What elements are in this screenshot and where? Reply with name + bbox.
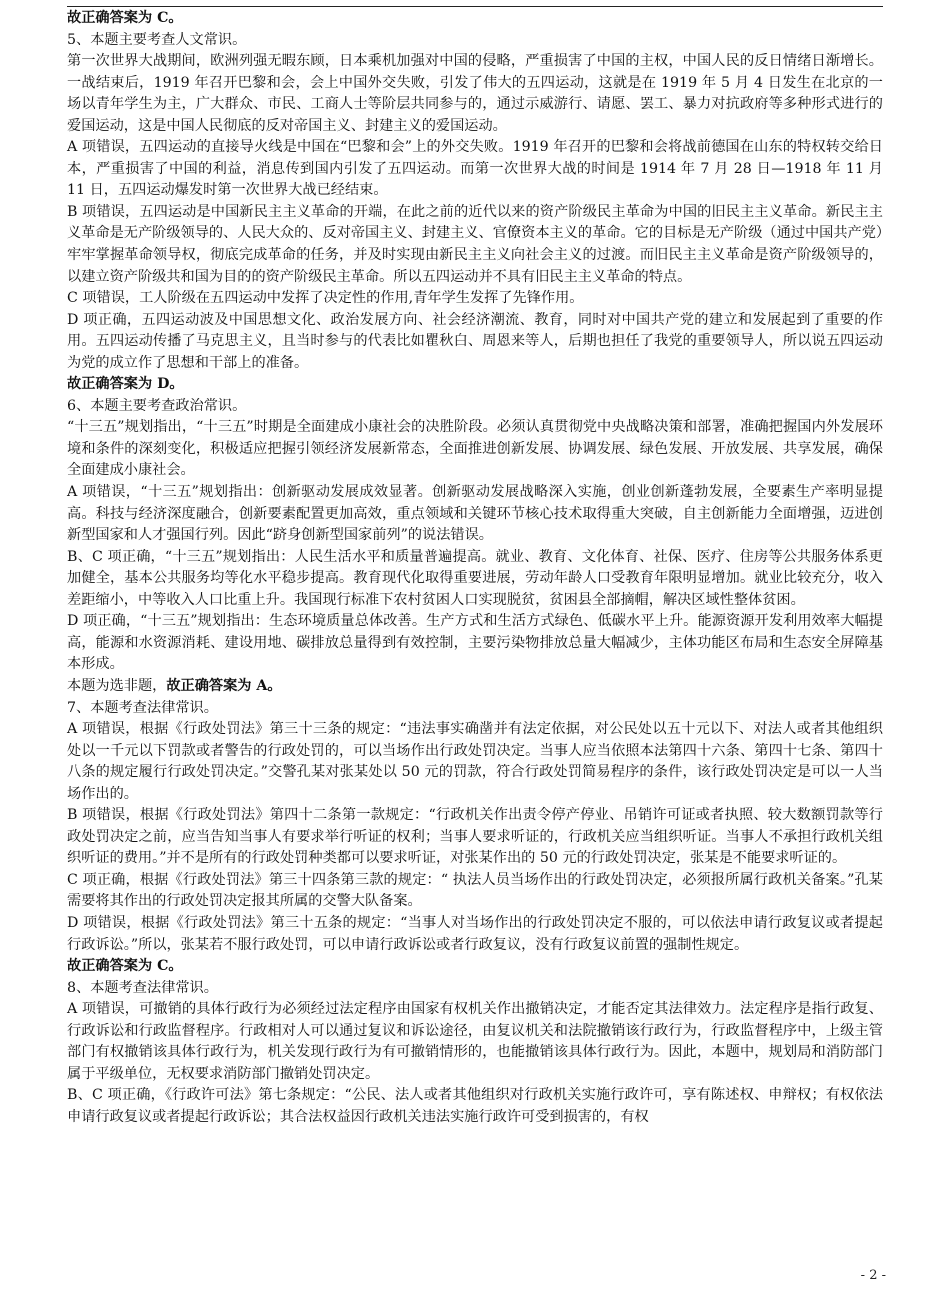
option-explanation: C 项正确，根据《行政处罚法》第三十四条第三款的规定：“ 执法人员当场作出的行政处罚决定，必须报所属行政机关备案。”孔某需要将其作出的行政处罚决定报其所属的交警大队备案。 bbox=[67, 871, 883, 910]
option-explanation: A 项错误，可撤销的具体行政行为必须经过法定程序由国家有权机关作出撤销决定，才能否定其法律效力。法定程序是指行政复、行政诉讼和行政监督程序。行政相对人可以通过复议和诉讼途径，由复议机关和法院撤销该行政行为，行政监督程序中，上级主管部门有权撤销该具体行政行为，机关发现行政行为有可撤销情形的，也能撤销该具体行政行为。因此，本题中，规划局和消防部门属于平级单位，无权要求消防部门撤销处罚决定。 bbox=[67, 1001, 883, 1082]
answer-line: 故正确答案为 C。 bbox=[67, 10, 183, 26]
option-explanation: D 项正确，五四运动波及中国思想文化、政治发展方向、社会经济潮流、教育，同时对中国共产党的建立和发展起到了重要的作用。五四运动传播了马克思主义，且当时参与的代表比如瞿秋白、周恩来等人，后期也担任了我党的重要领导人，所以说五四运动为党的成立作了思想和干部上的准备。 bbox=[67, 311, 883, 371]
header-rule bbox=[67, 6, 883, 7]
paragraph: “十三五”规划指出，“十三五”时期是全面建成小康社会的决胜阶段。必须认真贯彻党中央战略决策和部署，准确把握国内外发展环境和条件的深刻变化，积极适应把握引领经济发展新常态，全面推进创新发展、协调发展、绿色发展、开放发展、共享发展，确保全面建成小康社会。 bbox=[67, 419, 883, 479]
answer-line: 故正确答案为 D。 bbox=[67, 376, 184, 393]
page-number: - 2 - bbox=[860, 1268, 886, 1283]
option-explanation: B、C 项正确，《行政许可法》第七条规定：“公民、法人或者其他组织对行政机关实施行政许可，享有陈述权、申辩权；有权依法申请行政复议或者提起行政诉讼；其合法权益因行政机关违法实施行政许可受到损害的，有权 bbox=[67, 1087, 883, 1125]
option-explanation: A 项错误，“十三五”规划指出：创新驱动发展成效显著。创新驱动发展战略深入实施，创业创新蓬勃发展，全要素生产率明显提高。科技与经济深度融合，创新要素配置更加高效，重点领域和关键环节核心技术取得重大突破，自主创新能力全面增强，迈进创新型国家和人才强国行列。因此“跻身创新型国家前列”的说法错误。 bbox=[67, 484, 883, 544]
question-heading: 6、本题主要考查政治常识。 bbox=[67, 397, 247, 414]
answer-line: 故正确答案为 C。 bbox=[67, 958, 183, 975]
option-explanation: B 项错误，五四运动是中国新民主主义革命的开端，在此之前的近代以来的资产阶级民主革命为中国的旧民主主义革命。新民主主义革命是无产阶级领导的、人民大众的、反对帝国主义、封建主义、官僚资本主义的革命。它的目标是无产阶级（通过中国共产党）牢牢掌握革命领导权，彻底完成革命的任务，并及时实现由新民主主义向社会主义的过渡。而旧民主主义革命是资产阶级领导的，以建立资产阶级共和国为目的的资产阶级民主革命。所以五四运动并不具有旧民主主义革命的特点。 bbox=[67, 203, 883, 285]
option-explanation: B、C 项正确，“十三五”规划指出：人民生活水平和质量普遍提高。就业、教育、文化体育、社保、医疗、住房等公共服务体系更加健全，基本公共服务均等化水平稳步提高。教育现代化取得重要进展，劳动年龄人口受教育年限明显增加。就业比较充分，收入差距缩小，中等收入人口比重上升。我国现行标准下农村贫困人口实现脱贫，贫困县全部摘帽，解决区域性整体贫困。 bbox=[67, 548, 883, 608]
answer-bold: 故正确答案为 A。 bbox=[166, 677, 282, 694]
option-explanation: B 项错误，根据《行政处罚法》第四十二条第一款规定：“行政机关作出责令停产停业、吊销许可证或者执照、较大数额罚款等行政处罚决定之前，应当告知当事人有要求举行听证的权利；当事人要求听证的，行政机关应当组织听证。当事人不承担行政机关组织听证的费用。”并不是所有的行政处罚种类都可以要求听证，对张某作出的 50 元的行政处罚决定，张某是不能要求听证的。 bbox=[67, 807, 883, 867]
option-explanation: C 项错误，工人阶级在五四运动中发挥了决定性的作用,青年学生发挥了先锋作用。 bbox=[67, 290, 584, 307]
question-heading: 5、本题主要考查人文常识。 bbox=[67, 31, 247, 48]
question-heading: 7、本题考查法律常识。 bbox=[67, 699, 218, 716]
answer-line-mixed bbox=[67, 676, 883, 698]
paragraph: 第一次世界大战期间，欧洲列强无暇东顾，日本乘机加强对中国的侵略，严重损害了中国的主权，中国人民的反日情绪日渐增长。一战结束后，1919 年召开巴黎和会，会上中国外交失败，引发了伟大的五四运动，这就是在 1919 年 5 月 4 日发生在北京的一场以青年学生为主，广大群众、市民、工商人士等阶层共同参与的，通过示威游行、请愿、罢工、暴力对抗政府等多种形式进行的爱国运动，这是中国人民彻底的反对帝国主义、封建主义的爱国运动。 bbox=[67, 53, 883, 134]
question-heading: 8、本题考查法律常识。 bbox=[67, 979, 218, 996]
option-explanation: D 项正确，“十三五”规划指出：生态环境质量总体改善。生产方式和生活方式绿色、低碳水平上升。能源资源开发利用效率大幅提高，能源和水资源消耗、建设用地、碳排放总量得到有效控制，主要污染物排放总量大幅减少，主体功能区布局和生态安全屏障基本形成。 bbox=[67, 613, 883, 673]
option-explanation: A 项错误，根据《行政处罚法》第三十三条的规定：“违法事实确凿并有法定依据，对公民处以五十元以下、对法人或者其他组织处以一千元以下罚款或者警告的行政处罚的，可以当场作出行政处罚决定。当事人应当依照本法第四十六条、第四十七条、第四十八条的规定履行行政处罚决定。”交警孔某对张某处以 50 元的罚款，符合行政处罚简易程序的条件，该行政处罚决定是可以一人当场作出的。 bbox=[67, 721, 883, 802]
answer-prefix: 本题为选非题， bbox=[67, 677, 167, 694]
option-explanation: A 项错误，五四运动的直接导火线是中国在“巴黎和会”上的外交失败。1919 年召开的巴黎和会将战前德国在山东的特权转交给日本，严重损害了中国的利益，消息传到国内引发了五四运动。而第一次世界大战的时间是 1914 年 7 月 28 日—1918 年 11 月 11 日，五四运动爆发时第一次世界大战已经结束。 bbox=[67, 139, 888, 199]
option-explanation: D 项错误，根据《行政处罚法》第三十五条的规定：“当事人对当场作出的行政处罚决定不服的，可以依法申请行政复议或者提起行政诉讼。”所以，张某若不服行政处罚，可以申请行政诉讼或者行政复议，没有行政复议前置的强制性规定。 bbox=[67, 914, 883, 953]
document-body bbox=[67, 8, 888, 1128]
